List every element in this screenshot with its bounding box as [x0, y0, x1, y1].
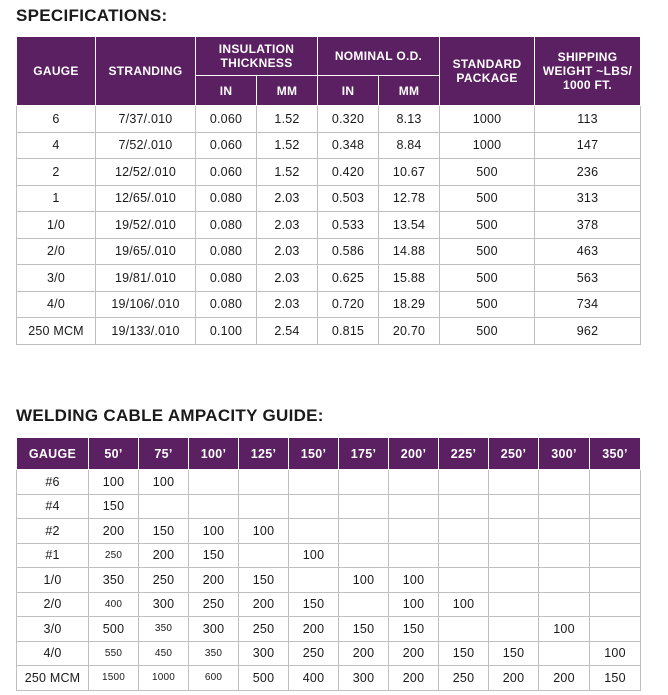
amp-header-length: 250’ — [489, 438, 539, 470]
amp-value-cell — [590, 543, 641, 568]
amp-header-length: 50’ — [89, 438, 139, 470]
amp-value-cell: 250 — [239, 617, 289, 642]
amp-value-cell — [289, 568, 339, 593]
amp-value-cell: 300 — [189, 617, 239, 642]
amp-table-row — [17, 617, 641, 642]
amp-value-cell — [489, 568, 539, 593]
amp-value-cell: 100 — [539, 617, 590, 642]
amp-value-cell — [239, 494, 289, 519]
spec-cell: 2.03 — [257, 291, 318, 318]
amp-table-row — [17, 568, 641, 593]
spec-cell: 313 — [535, 185, 641, 212]
amp-gauge-cell: 1/0 — [17, 568, 89, 593]
amp-value-cell — [439, 494, 489, 519]
amp-header-length: 350’ — [590, 438, 641, 470]
spec-cell: 12/65/.010 — [96, 185, 196, 212]
amp-value-cell: 200 — [189, 568, 239, 593]
spec-cell: 7/37/.010 — [96, 106, 196, 133]
amp-table-row — [17, 494, 641, 519]
ampacity-heading: WELDING CABLE AMPACITY GUIDE: — [16, 406, 324, 425]
amp-header-length: 300’ — [539, 438, 590, 470]
amp-value-cell — [439, 519, 489, 544]
amp-value-cell: 100 — [439, 592, 489, 617]
amp-value-cell — [439, 617, 489, 642]
spec-cell: 6 — [17, 106, 96, 133]
amp-value-cell: 550 — [89, 641, 139, 666]
spec-cell: 0.060 — [196, 132, 257, 159]
amp-value-cell — [590, 617, 641, 642]
spec-cell: 113 — [535, 106, 641, 133]
spec-cell: 463 — [535, 238, 641, 265]
header-stranding: STRANDING — [96, 37, 196, 106]
amp-header-length: 175’ — [339, 438, 389, 470]
spec-cell: 500 — [440, 159, 535, 186]
spec-table-row — [17, 159, 641, 186]
amp-value-cell — [239, 470, 289, 495]
spec-cell: 0.060 — [196, 106, 257, 133]
amp-value-cell: 250 — [89, 543, 139, 568]
amp-header-length: 200’ — [389, 438, 439, 470]
amp-value-cell — [189, 470, 239, 495]
spec-cell: 20.70 — [379, 318, 440, 345]
amp-value-cell — [489, 617, 539, 642]
spec-cell: 1.52 — [257, 132, 318, 159]
spec-table-row — [17, 106, 641, 133]
spec-cell: 2.03 — [257, 212, 318, 239]
amp-value-cell: 200 — [389, 641, 439, 666]
amp-value-cell — [539, 568, 590, 593]
spec-cell: 4/0 — [17, 291, 96, 318]
spec-cell: 0.720 — [318, 291, 379, 318]
amp-value-cell: 400 — [289, 666, 339, 691]
spec-cell: 0.533 — [318, 212, 379, 239]
amp-header-length: 150’ — [289, 438, 339, 470]
spec-cell: 500 — [440, 318, 535, 345]
amp-value-cell — [339, 519, 389, 544]
amp-value-cell: 1500 — [89, 666, 139, 691]
amp-value-cell — [439, 470, 489, 495]
amp-value-cell — [539, 641, 590, 666]
spec-cell: 1.52 — [257, 106, 318, 133]
amp-value-cell: 100 — [189, 519, 239, 544]
amp-value-cell: 300 — [139, 592, 189, 617]
amp-header-length: 100’ — [189, 438, 239, 470]
specifications-heading: SPECIFICATIONS: — [16, 6, 168, 25]
amp-value-cell: 150 — [239, 568, 289, 593]
amp-header-length: 125’ — [239, 438, 289, 470]
amp-value-cell: 500 — [239, 666, 289, 691]
spec-table-row — [17, 185, 641, 212]
amp-value-cell: 100 — [389, 568, 439, 593]
spec-cell: 0.080 — [196, 238, 257, 265]
amp-value-cell: 500 — [89, 617, 139, 642]
amp-gauge-cell: 2/0 — [17, 592, 89, 617]
spec-cell: 13.54 — [379, 212, 440, 239]
spec-cell: 19/65/.010 — [96, 238, 196, 265]
amp-value-cell: 150 — [139, 519, 189, 544]
spec-cell: 0.080 — [196, 185, 257, 212]
amp-value-cell — [289, 494, 339, 519]
amp-value-cell — [539, 470, 590, 495]
amp-value-cell: 100 — [239, 519, 289, 544]
header-insulation-thickness: INSULATION THICKNESS — [196, 37, 318, 76]
spec-cell: 0.503 — [318, 185, 379, 212]
spec-cell: 0.320 — [318, 106, 379, 133]
amp-gauge-cell: #2 — [17, 519, 89, 544]
amp-value-cell — [289, 470, 339, 495]
spec-cell: 19/133/.010 — [96, 318, 196, 345]
spec-cell: 1.52 — [257, 159, 318, 186]
amp-value-cell: 300 — [339, 666, 389, 691]
amp-value-cell: 200 — [489, 666, 539, 691]
amp-value-cell: 300 — [239, 641, 289, 666]
amp-value-cell — [339, 494, 389, 519]
amp-table-row — [17, 641, 641, 666]
amp-value-cell — [539, 494, 590, 519]
spec-cell: 500 — [440, 212, 535, 239]
amp-value-cell — [389, 470, 439, 495]
spec-cell: 2.03 — [257, 238, 318, 265]
amp-value-cell: 100 — [89, 470, 139, 495]
spec-cell: 1000 — [440, 106, 535, 133]
spec-table-row — [17, 318, 641, 345]
amp-value-cell: 200 — [289, 617, 339, 642]
spec-table-row — [17, 132, 641, 159]
amp-gauge-cell: 4/0 — [17, 641, 89, 666]
amp-value-cell: 150 — [489, 641, 539, 666]
amp-value-cell — [539, 543, 590, 568]
spec-cell: 0.060 — [196, 159, 257, 186]
amp-value-cell — [439, 568, 489, 593]
spec-cell: 0.100 — [196, 318, 257, 345]
amp-gauge-cell: 250 MCM — [17, 666, 89, 691]
amp-value-cell — [289, 519, 339, 544]
amp-gauge-cell: #6 — [17, 470, 89, 495]
amp-table-row — [17, 470, 641, 495]
amp-value-cell: 200 — [89, 519, 139, 544]
amp-header-gauge: GAUGE — [17, 438, 89, 470]
spec-cell: 0.080 — [196, 212, 257, 239]
header-gauge: GAUGE — [17, 37, 96, 106]
amp-value-cell: 150 — [389, 617, 439, 642]
spec-cell: 378 — [535, 212, 641, 239]
amp-value-cell: 350 — [189, 641, 239, 666]
amp-value-cell — [439, 543, 489, 568]
spec-cell: 3/0 — [17, 265, 96, 292]
amp-value-cell: 350 — [89, 568, 139, 593]
spec-cell: 18.29 — [379, 291, 440, 318]
spec-cell: 2 — [17, 159, 96, 186]
spec-cell: 0.586 — [318, 238, 379, 265]
amp-value-cell: 100 — [289, 543, 339, 568]
amp-value-cell — [389, 494, 439, 519]
amp-value-cell: 250 — [139, 568, 189, 593]
spec-cell: 15.88 — [379, 265, 440, 292]
header-insulation-mm: MM — [257, 76, 318, 106]
spec-cell: 19/81/.010 — [96, 265, 196, 292]
amp-value-cell: 200 — [139, 543, 189, 568]
header-shipping-weight: SHIPPING WEIGHT ~LBS/ 1000 FT. — [535, 37, 641, 106]
spec-cell: 8.84 — [379, 132, 440, 159]
amp-value-cell: 450 — [139, 641, 189, 666]
amp-value-cell — [590, 568, 641, 593]
amp-table-row — [17, 519, 641, 544]
amp-value-cell: 100 — [339, 568, 389, 593]
amp-value-cell: 150 — [189, 543, 239, 568]
spec-cell: 2/0 — [17, 238, 96, 265]
amp-value-cell — [339, 543, 389, 568]
amp-value-cell: 150 — [439, 641, 489, 666]
amp-value-cell — [489, 543, 539, 568]
amp-value-cell — [489, 519, 539, 544]
amp-value-cell — [239, 543, 289, 568]
spec-cell: 500 — [440, 238, 535, 265]
spec-table-row — [17, 238, 641, 265]
spec-cell: 19/106/.010 — [96, 291, 196, 318]
amp-value-cell: 200 — [339, 641, 389, 666]
specifications-body — [17, 106, 641, 345]
spec-cell: 236 — [535, 159, 641, 186]
amp-value-cell: 400 — [89, 592, 139, 617]
amp-gauge-cell: #1 — [17, 543, 89, 568]
amp-value-cell: 250 — [189, 592, 239, 617]
amp-value-cell: 250 — [289, 641, 339, 666]
amp-value-cell — [539, 519, 590, 544]
amp-header-length: 225’ — [439, 438, 489, 470]
spec-cell: 14.88 — [379, 238, 440, 265]
spec-cell: 4 — [17, 132, 96, 159]
amp-value-cell — [389, 519, 439, 544]
amp-value-cell — [339, 592, 389, 617]
amp-gauge-cell: 3/0 — [17, 617, 89, 642]
amp-header-length: 75’ — [139, 438, 189, 470]
spec-cell: 0.080 — [196, 265, 257, 292]
amp-value-cell: 1000 — [139, 666, 189, 691]
amp-value-cell: 100 — [590, 641, 641, 666]
spec-cell: 0.815 — [318, 318, 379, 345]
spec-cell: 1/0 — [17, 212, 96, 239]
spec-cell: 500 — [440, 185, 535, 212]
header-insulation-in: IN — [196, 76, 257, 106]
spec-cell: 8.13 — [379, 106, 440, 133]
amp-value-cell — [590, 592, 641, 617]
spec-cell: 1 — [17, 185, 96, 212]
spec-cell: 500 — [440, 265, 535, 292]
spec-cell: 2.03 — [257, 185, 318, 212]
amp-value-cell: 100 — [389, 592, 439, 617]
spec-cell: 7/52/.010 — [96, 132, 196, 159]
header-od-in: IN — [318, 76, 379, 106]
spec-cell: 0.348 — [318, 132, 379, 159]
amp-value-cell — [489, 494, 539, 519]
spec-cell: 2.54 — [257, 318, 318, 345]
amp-value-cell: 150 — [289, 592, 339, 617]
ampacity-header-row — [17, 438, 641, 470]
amp-value-cell: 200 — [539, 666, 590, 691]
amp-table-row — [17, 543, 641, 568]
spec-cell: 1000 — [440, 132, 535, 159]
amp-value-cell — [539, 592, 590, 617]
spec-table-row — [17, 265, 641, 292]
spec-cell: 563 — [535, 265, 641, 292]
amp-value-cell — [489, 592, 539, 617]
spec-cell: 147 — [535, 132, 641, 159]
amp-value-cell — [590, 519, 641, 544]
amp-value-cell: 150 — [89, 494, 139, 519]
spec-table-row — [17, 212, 641, 239]
amp-value-cell — [139, 494, 189, 519]
amp-table-row — [17, 592, 641, 617]
amp-value-cell: 200 — [389, 666, 439, 691]
amp-value-cell: 250 — [439, 666, 489, 691]
amp-value-cell — [389, 543, 439, 568]
specifications-table — [16, 36, 641, 345]
ampacity-table — [16, 437, 641, 691]
amp-value-cell: 200 — [239, 592, 289, 617]
spec-cell: 12.78 — [379, 185, 440, 212]
spec-cell: 0.625 — [318, 265, 379, 292]
amp-value-cell: 600 — [189, 666, 239, 691]
spec-cell: 0.420 — [318, 159, 379, 186]
spec-cell: 734 — [535, 291, 641, 318]
amp-value-cell — [590, 494, 641, 519]
amp-value-cell — [339, 470, 389, 495]
amp-value-cell — [590, 470, 641, 495]
spec-cell: 250 MCM — [17, 318, 96, 345]
spec-cell: 12/52/.010 — [96, 159, 196, 186]
amp-value-cell — [189, 494, 239, 519]
amp-value-cell — [489, 470, 539, 495]
amp-value-cell: 100 — [139, 470, 189, 495]
spec-cell: 500 — [440, 291, 535, 318]
amp-table-row — [17, 666, 641, 691]
spec-cell: 2.03 — [257, 265, 318, 292]
header-standard-package: STANDARD PACKAGE — [440, 37, 535, 106]
header-nominal-od: NOMINAL O.D. — [318, 37, 440, 76]
ampacity-body — [17, 470, 641, 691]
header-od-mm: MM — [379, 76, 440, 106]
spec-table-row — [17, 291, 641, 318]
amp-value-cell: 150 — [339, 617, 389, 642]
amp-gauge-cell: #4 — [17, 494, 89, 519]
spec-cell: 0.080 — [196, 291, 257, 318]
spec-cell: 19/52/.010 — [96, 212, 196, 239]
spec-cell: 10.67 — [379, 159, 440, 186]
spec-cell: 962 — [535, 318, 641, 345]
amp-value-cell: 150 — [590, 666, 641, 691]
amp-value-cell: 350 — [139, 617, 189, 642]
